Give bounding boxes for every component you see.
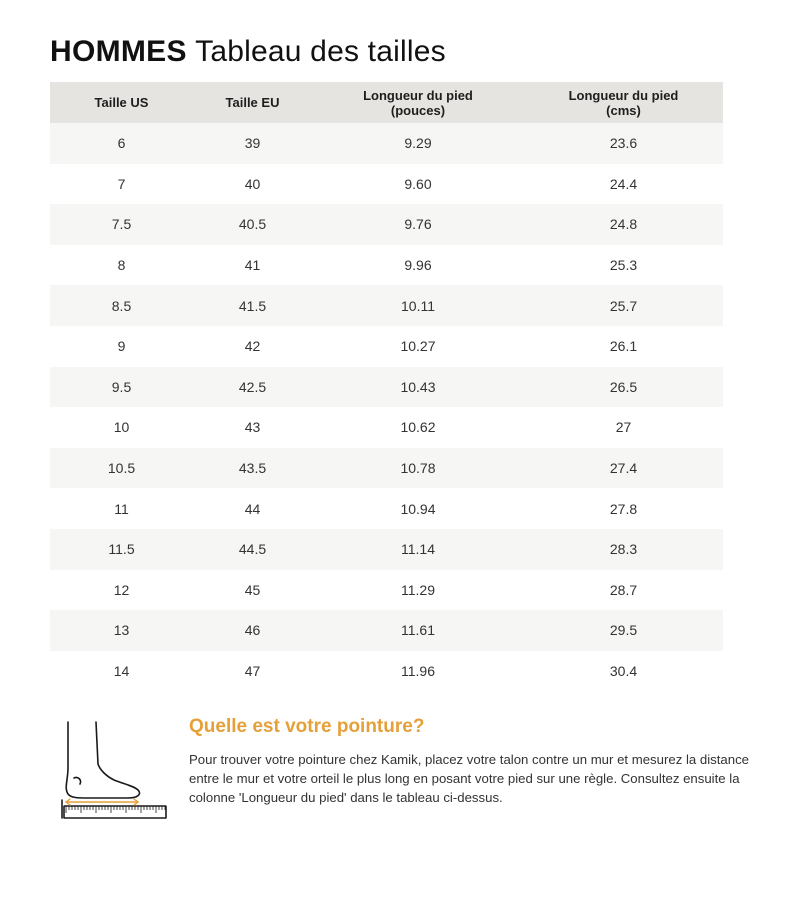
page-title-light: Tableau des tailles: [195, 35, 446, 68]
cell-foot-length-cm: 24.8: [524, 204, 723, 245]
cell-eu-size: 42.5: [193, 367, 312, 408]
cell-foot-length-cm: 28.3: [524, 529, 723, 570]
cell-foot-length-inches: 10.43: [312, 367, 524, 408]
header-unit: (pouces): [390, 102, 446, 118]
help-text: Pour trouver votre pointure chez Kamik, placez votre talon contre un mur et mesurez la distance entre le mur et votre orteil le plus long en posant votre pied sur une règle. Consultez ensuite la colonne 'Longueur du pied' dans le tableau ci-dessus.: [189, 752, 750, 805]
cell-foot-length-inches: 10.78: [312, 448, 524, 489]
cell-eu-size: 47: [193, 651, 312, 692]
cell-us-size: 11: [50, 488, 193, 529]
cell-us-size: 9: [50, 326, 193, 367]
cell-eu-size: 43.5: [193, 448, 312, 489]
header-line: Taille US: [94, 95, 149, 110]
cell-foot-length-cm: 27.4: [524, 448, 723, 489]
help-title: Quelle est votre pointure?: [189, 716, 425, 737]
table-header-row: [50, 82, 723, 123]
cell-foot-length-cm: 26.1: [524, 326, 723, 367]
table-row: [50, 123, 723, 164]
table-row: [50, 245, 723, 286]
cell-foot-length-inches: 11.29: [312, 570, 524, 611]
cell-foot-length-cm: 25.7: [524, 285, 723, 326]
header-line: Longueur du pied: [568, 87, 679, 103]
table-row: [50, 285, 723, 326]
size-table: [50, 82, 723, 691]
table-row: [50, 610, 723, 651]
table-row: [50, 204, 723, 245]
table-row: [50, 570, 723, 611]
cell-foot-length-inches: 10.11: [312, 285, 524, 326]
table-row: [50, 164, 723, 205]
cell-foot-length-cm: 26.5: [524, 367, 723, 408]
cell-eu-size: 45: [193, 570, 312, 611]
cell-foot-length-cm: 23.6: [524, 123, 723, 164]
cell-us-size: 8: [50, 245, 193, 286]
table-row: [50, 448, 723, 489]
cell-foot-length-cm: 25.3: [524, 245, 723, 286]
cell-eu-size: 42: [193, 326, 312, 367]
cell-foot-length-inches: 11.14: [312, 529, 524, 570]
table-row: [50, 326, 723, 367]
cell-us-size: 10: [50, 407, 193, 448]
cell-foot-length-inches: 11.96: [312, 651, 524, 692]
cell-eu-size: 44: [193, 488, 312, 529]
cell-us-size: 13: [50, 610, 193, 651]
cell-foot-length-inches: 10.27: [312, 326, 524, 367]
cell-us-size: 9.5: [50, 367, 193, 408]
cell-us-size: 12: [50, 570, 193, 611]
cell-us-size: 7.5: [50, 204, 193, 245]
foot-on-ruler-icon: [58, 718, 170, 824]
cell-foot-length-inches: 11.61: [312, 610, 524, 651]
cell-foot-length-inches: 9.29: [312, 123, 524, 164]
cell-foot-length-inches: 9.96: [312, 245, 524, 286]
cell-foot-length-cm: 28.7: [524, 570, 723, 611]
table-body: [50, 123, 723, 691]
cell-us-size: 7: [50, 164, 193, 205]
header-foot-length-inches: [312, 82, 524, 123]
cell-foot-length-cm: 29.5: [524, 610, 723, 651]
table-row: [50, 488, 723, 529]
header-line: Taille EU: [225, 95, 280, 110]
cell-eu-size: 40.5: [193, 204, 312, 245]
cell-foot-length-cm: 30.4: [524, 651, 723, 692]
table-row: [50, 367, 723, 408]
header-unit: (cms): [606, 102, 641, 118]
cell-us-size: 10.5: [50, 448, 193, 489]
cell-eu-size: 43: [193, 407, 312, 448]
cell-foot-length-inches: 10.62: [312, 407, 524, 448]
table-row: [50, 529, 723, 570]
cell-us-size: 6: [50, 123, 193, 164]
cell-eu-size: 41: [193, 245, 312, 286]
cell-foot-length-inches: 9.76: [312, 204, 524, 245]
cell-eu-size: 46: [193, 610, 312, 651]
table-row: [50, 651, 723, 692]
table-row: [50, 407, 723, 448]
cell-foot-length-cm: 27: [524, 407, 723, 448]
cell-foot-length-inches: 9.60: [312, 164, 524, 205]
cell-eu-size: 44.5: [193, 529, 312, 570]
cell-eu-size: 40: [193, 164, 312, 205]
header-line: Longueur du pied: [363, 87, 473, 103]
cell-foot-length-cm: 27.8: [524, 488, 723, 529]
cell-us-size: 14: [50, 651, 193, 692]
page-title: [50, 34, 446, 70]
cell-foot-length-cm: 24.4: [524, 164, 723, 205]
page-title-bold: HOMMES: [50, 35, 187, 68]
header-foot-length-cm: [524, 82, 723, 123]
header-eu-size: [193, 82, 312, 123]
cell-us-size: 8.5: [50, 285, 193, 326]
header-us-size: [50, 82, 193, 123]
cell-eu-size: 39: [193, 123, 312, 164]
cell-eu-size: 41.5: [193, 285, 312, 326]
cell-us-size: 11.5: [50, 529, 193, 570]
cell-foot-length-inches: 10.94: [312, 488, 524, 529]
